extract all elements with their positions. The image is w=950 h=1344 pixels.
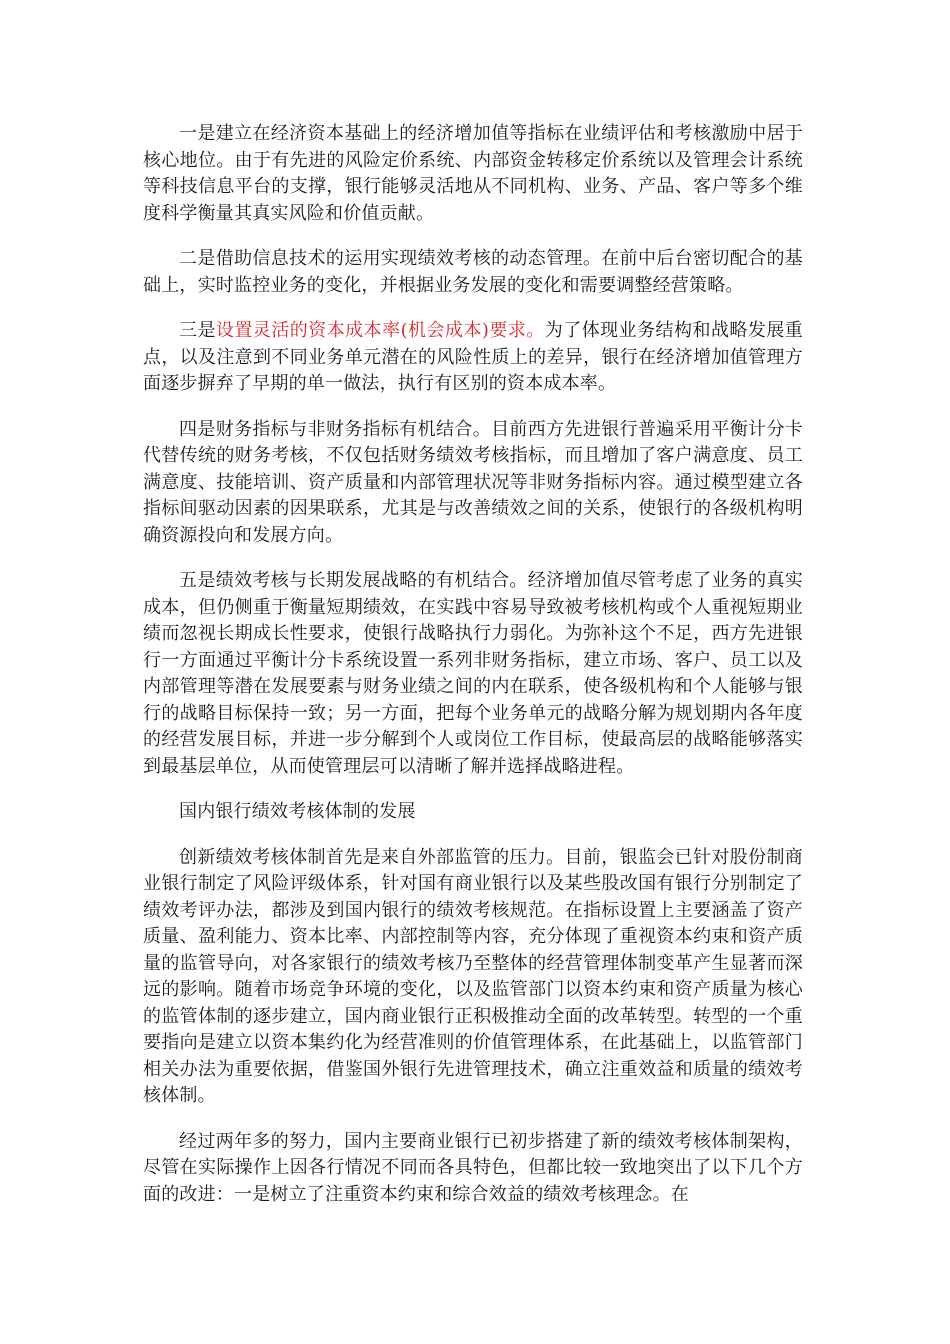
paragraph-two-years-effort: 经过两年多的努力，国内主要商业银行已初步搭建了新的绩效考核体制架构，尽管在实际操作上因各行情况不同而各具特色，但都比较一致地突出了以下几个方面的改进：一是树立了注重资本约束和综合效益的绩效考核理念。在 bbox=[143, 1130, 803, 1205]
paragraph-capital-cost-rate bbox=[143, 318, 803, 398]
document-page bbox=[143, 121, 803, 1227]
section-heading: 国内银行绩效考核体制的发展 bbox=[179, 801, 416, 822]
highlighted-text: 设置灵活的资本成本率(机会成本)要求。 bbox=[215, 320, 545, 341]
paragraph-suffix: 为了体现业务结构和战略发展重点，以及注意到不同业务单元潜在的风险性质上的差异，银行在经济增加值管理方面逐步摒弃了早期的单一做法，执行有区别的资本成本率。 bbox=[143, 320, 803, 394]
paragraph-long-term-strategy: 五是绩效考核与长期发展战略的有机结合。经济增加值尽管考虑了业务的真实成本，但仍侧重于衡量短期绩效，在实践中容易导致被考核机构或个人重视短期业绩而忽视长期成长性要求，使银行战略执行力弱化。为弥补这个不足，西方先进银行一方面通过平衡计分卡系统设置一系列非财务指标，建立市场、客户、员工以及内部管理等潜在发展要素与财务业绩之间的内在联系，使各级机构和个人能够与银行的战略目标保持一致；另一方面，把每个业务单元的战略分解为规划期内各年度的经营发展目标，并进一步分解到个人或岗位工作目标，使最高层的战略能够落实到最基层单位，从而使管理层可以清晰了解并选择战略进程。 bbox=[143, 570, 803, 777]
paragraph-dynamic-management: 二是借助信息技术的运用实现绩效考核的动态管理。在前中后台密切配合的基础上，实时监控业务的变化，并根据业务发展的变化和需要调整经营策略。 bbox=[143, 248, 803, 296]
paragraph-prefix: 三是 bbox=[179, 320, 216, 341]
paragraph-economic-capital-eva: 一是建立在经济资本基础上的经济增加值等指标在业绩评估和考核激励中居于核心地位。由于有先进的风险定价系统、内部资金转移定价系统以及管理会计系统等科技信息平台的支撑，银行能够灵活地从不同机构、业务、产品、客户等多个维度科学衡量其真实风险和价值贡献。 bbox=[143, 123, 803, 224]
paragraph-external-supervision: 创新绩效考核体制首先是来自外部监管的压力。目前，银监会已针对股份制商业银行制定了风险评级体系，针对国有商业银行以及某些股改国有银行分别制定了绩效考评办法，都涉及到国内银行的绩效考核规范。在指标设置上主要涵盖了资产质量、盈利能力、资本比率、内部控制等内容，充分体现了重视资本约束和资产质量的监管导向，对各家银行的绩效考核乃至整体的经营管理体制变革产生显著而深远的影响。随着市场竞争环境的变化，以及监管部门以资本约束和资产质量为核心的监管体制的逐步建立，国内商业银行正积极推动全面的改革转型。转型的一个重要指向是建立以资本集约化为经营准则的价值管理体系，在此基础上，以监管部门相关办法为重要依据，借鉴国外银行先进管理技术，确立注重效益和质量的绩效考核体制。 bbox=[143, 846, 803, 1106]
paragraph-financial-nonfinancial: 四是财务指标与非财务指标有机结合。目前西方先进银行普遍采用平衡计分卡代替传统的财务考核，不仅包括财务绩效考核指标，而且增加了客户满意度、员工满意度、技能培训、资产质量和内部管理状况等非财务指标内容。通过模型建立各指标间驱动因素的因果联系，尤其是与改善绩效之间的关系，使银行的各级机构明确资源投向和发展方向。 bbox=[143, 418, 803, 546]
